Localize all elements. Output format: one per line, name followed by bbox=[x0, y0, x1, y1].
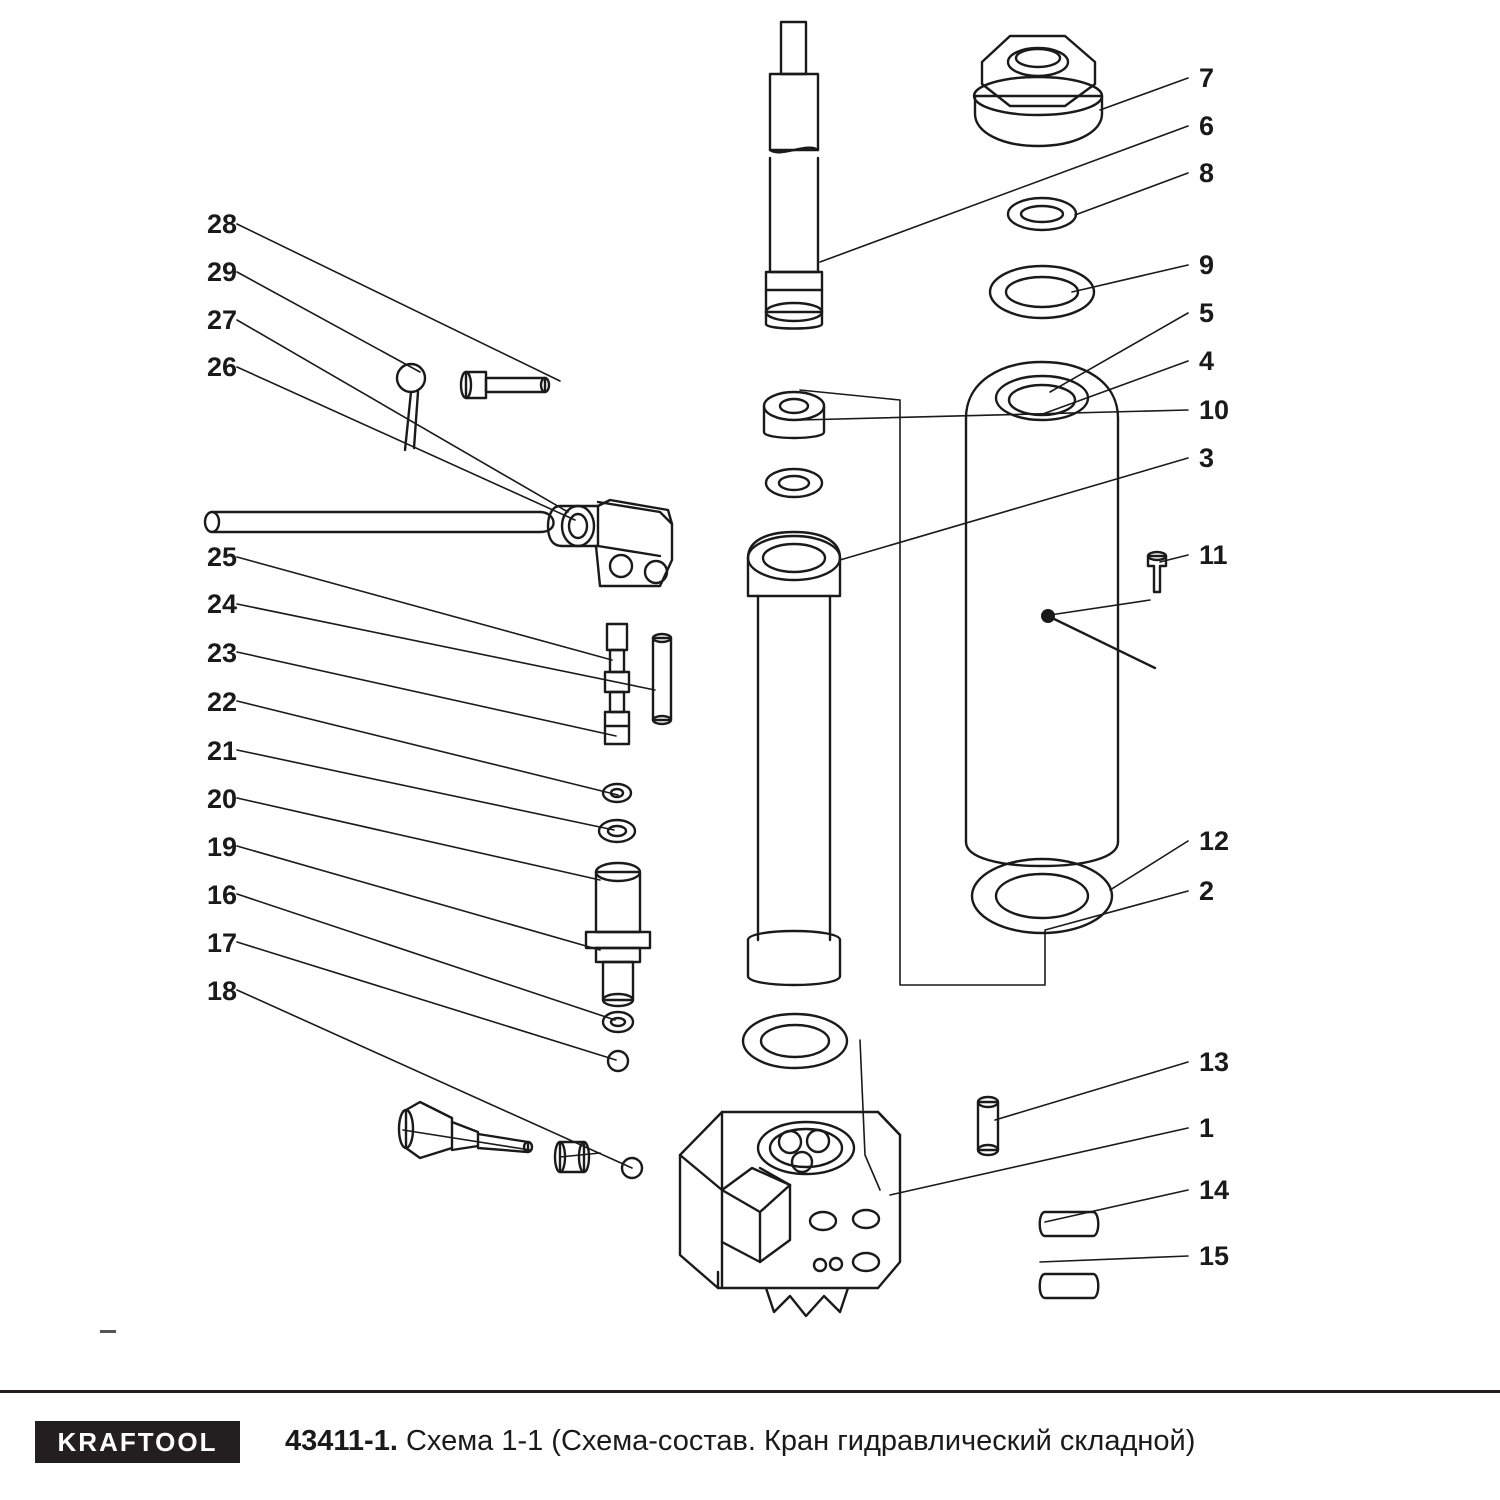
part-pump-base-1 bbox=[680, 1112, 900, 1316]
callout-15: 15 bbox=[1199, 1241, 1230, 1271]
callout-26: 26 bbox=[206, 352, 237, 382]
part-cap-nut bbox=[974, 36, 1102, 146]
part-release-valve-18 bbox=[399, 1102, 532, 1158]
callout-12: 12 bbox=[1199, 826, 1230, 856]
callout-27: 27 bbox=[206, 305, 237, 335]
part-ball-16 bbox=[608, 1051, 628, 1071]
part-bolt-28 bbox=[461, 372, 549, 398]
callout-24: 24 bbox=[206, 589, 237, 619]
callout-28: 28 bbox=[206, 209, 237, 239]
callout-9: 9 bbox=[1199, 250, 1215, 280]
callout-19: 19 bbox=[206, 832, 237, 862]
callout-17: 17 bbox=[206, 928, 237, 958]
leader-lines-right bbox=[800, 78, 1188, 1262]
callout-2: 2 bbox=[1199, 876, 1215, 906]
callout-7: 7 bbox=[1199, 63, 1215, 93]
callout-8: 8 bbox=[1199, 158, 1215, 188]
callout-21: 21 bbox=[206, 736, 237, 766]
part-pump-piston-20 bbox=[586, 863, 650, 1006]
part-ring-12 bbox=[972, 859, 1112, 933]
callout-14: 14 bbox=[1199, 1175, 1230, 1205]
footer-bar bbox=[0, 1390, 1500, 1500]
callout-18: 18 bbox=[206, 976, 237, 1006]
callout-6: 6 bbox=[1199, 111, 1215, 141]
part-plug-11 bbox=[1148, 552, 1166, 592]
scheme-description: Схема 1-1 (Схема-состав. Кран гидравлический складной) bbox=[405, 1425, 1196, 1457]
part-ring-19 bbox=[603, 1012, 633, 1032]
part-pin-13 bbox=[978, 1097, 998, 1155]
brand-logo-text: KRAFTOOL bbox=[57, 1426, 218, 1457]
callout-3: 3 bbox=[1199, 443, 1215, 473]
corner-mark bbox=[100, 1330, 116, 1333]
part-pin-23 bbox=[653, 634, 671, 724]
part-ring-21 bbox=[599, 820, 635, 842]
part-oring-8 bbox=[1008, 198, 1076, 230]
brand-logo bbox=[35, 1421, 240, 1463]
callout-5: 5 bbox=[1199, 298, 1215, 328]
part-cotter-pin-29 bbox=[397, 364, 425, 450]
callout-25: 25 bbox=[206, 542, 237, 572]
footer-caption bbox=[285, 1425, 1195, 1458]
part-sleeve-17 bbox=[555, 1142, 589, 1172]
part-piston-rod bbox=[766, 22, 822, 329]
callout-16: 16 bbox=[206, 880, 237, 910]
scheme-code: 43411-1. bbox=[285, 1425, 398, 1457]
callout-4: 4 bbox=[1199, 346, 1215, 376]
part-sleeve-14 bbox=[1040, 1212, 1099, 1236]
callout-20: 20 bbox=[206, 784, 237, 814]
part-oring-9 bbox=[990, 266, 1094, 318]
callout-11: 11 bbox=[1199, 540, 1228, 570]
callout-13: 13 bbox=[1199, 1047, 1230, 1077]
callout-22: 22 bbox=[206, 687, 237, 717]
part-sleeve-15 bbox=[1040, 1274, 1099, 1298]
part-handle-bar-26 bbox=[205, 512, 554, 532]
part-lever-socket-27 bbox=[548, 500, 672, 586]
callout-29: 29 bbox=[206, 257, 237, 287]
part-bushing-5 bbox=[764, 392, 824, 438]
leader-lines-left bbox=[237, 224, 655, 1168]
callout-23: 23 bbox=[206, 638, 237, 668]
part-ring-10 bbox=[766, 469, 822, 497]
part-inner-cylinder bbox=[748, 532, 840, 985]
callout-1: 1 bbox=[1199, 1113, 1215, 1143]
callout-10: 10 bbox=[1199, 395, 1230, 425]
part-ring-2 bbox=[743, 1014, 847, 1068]
